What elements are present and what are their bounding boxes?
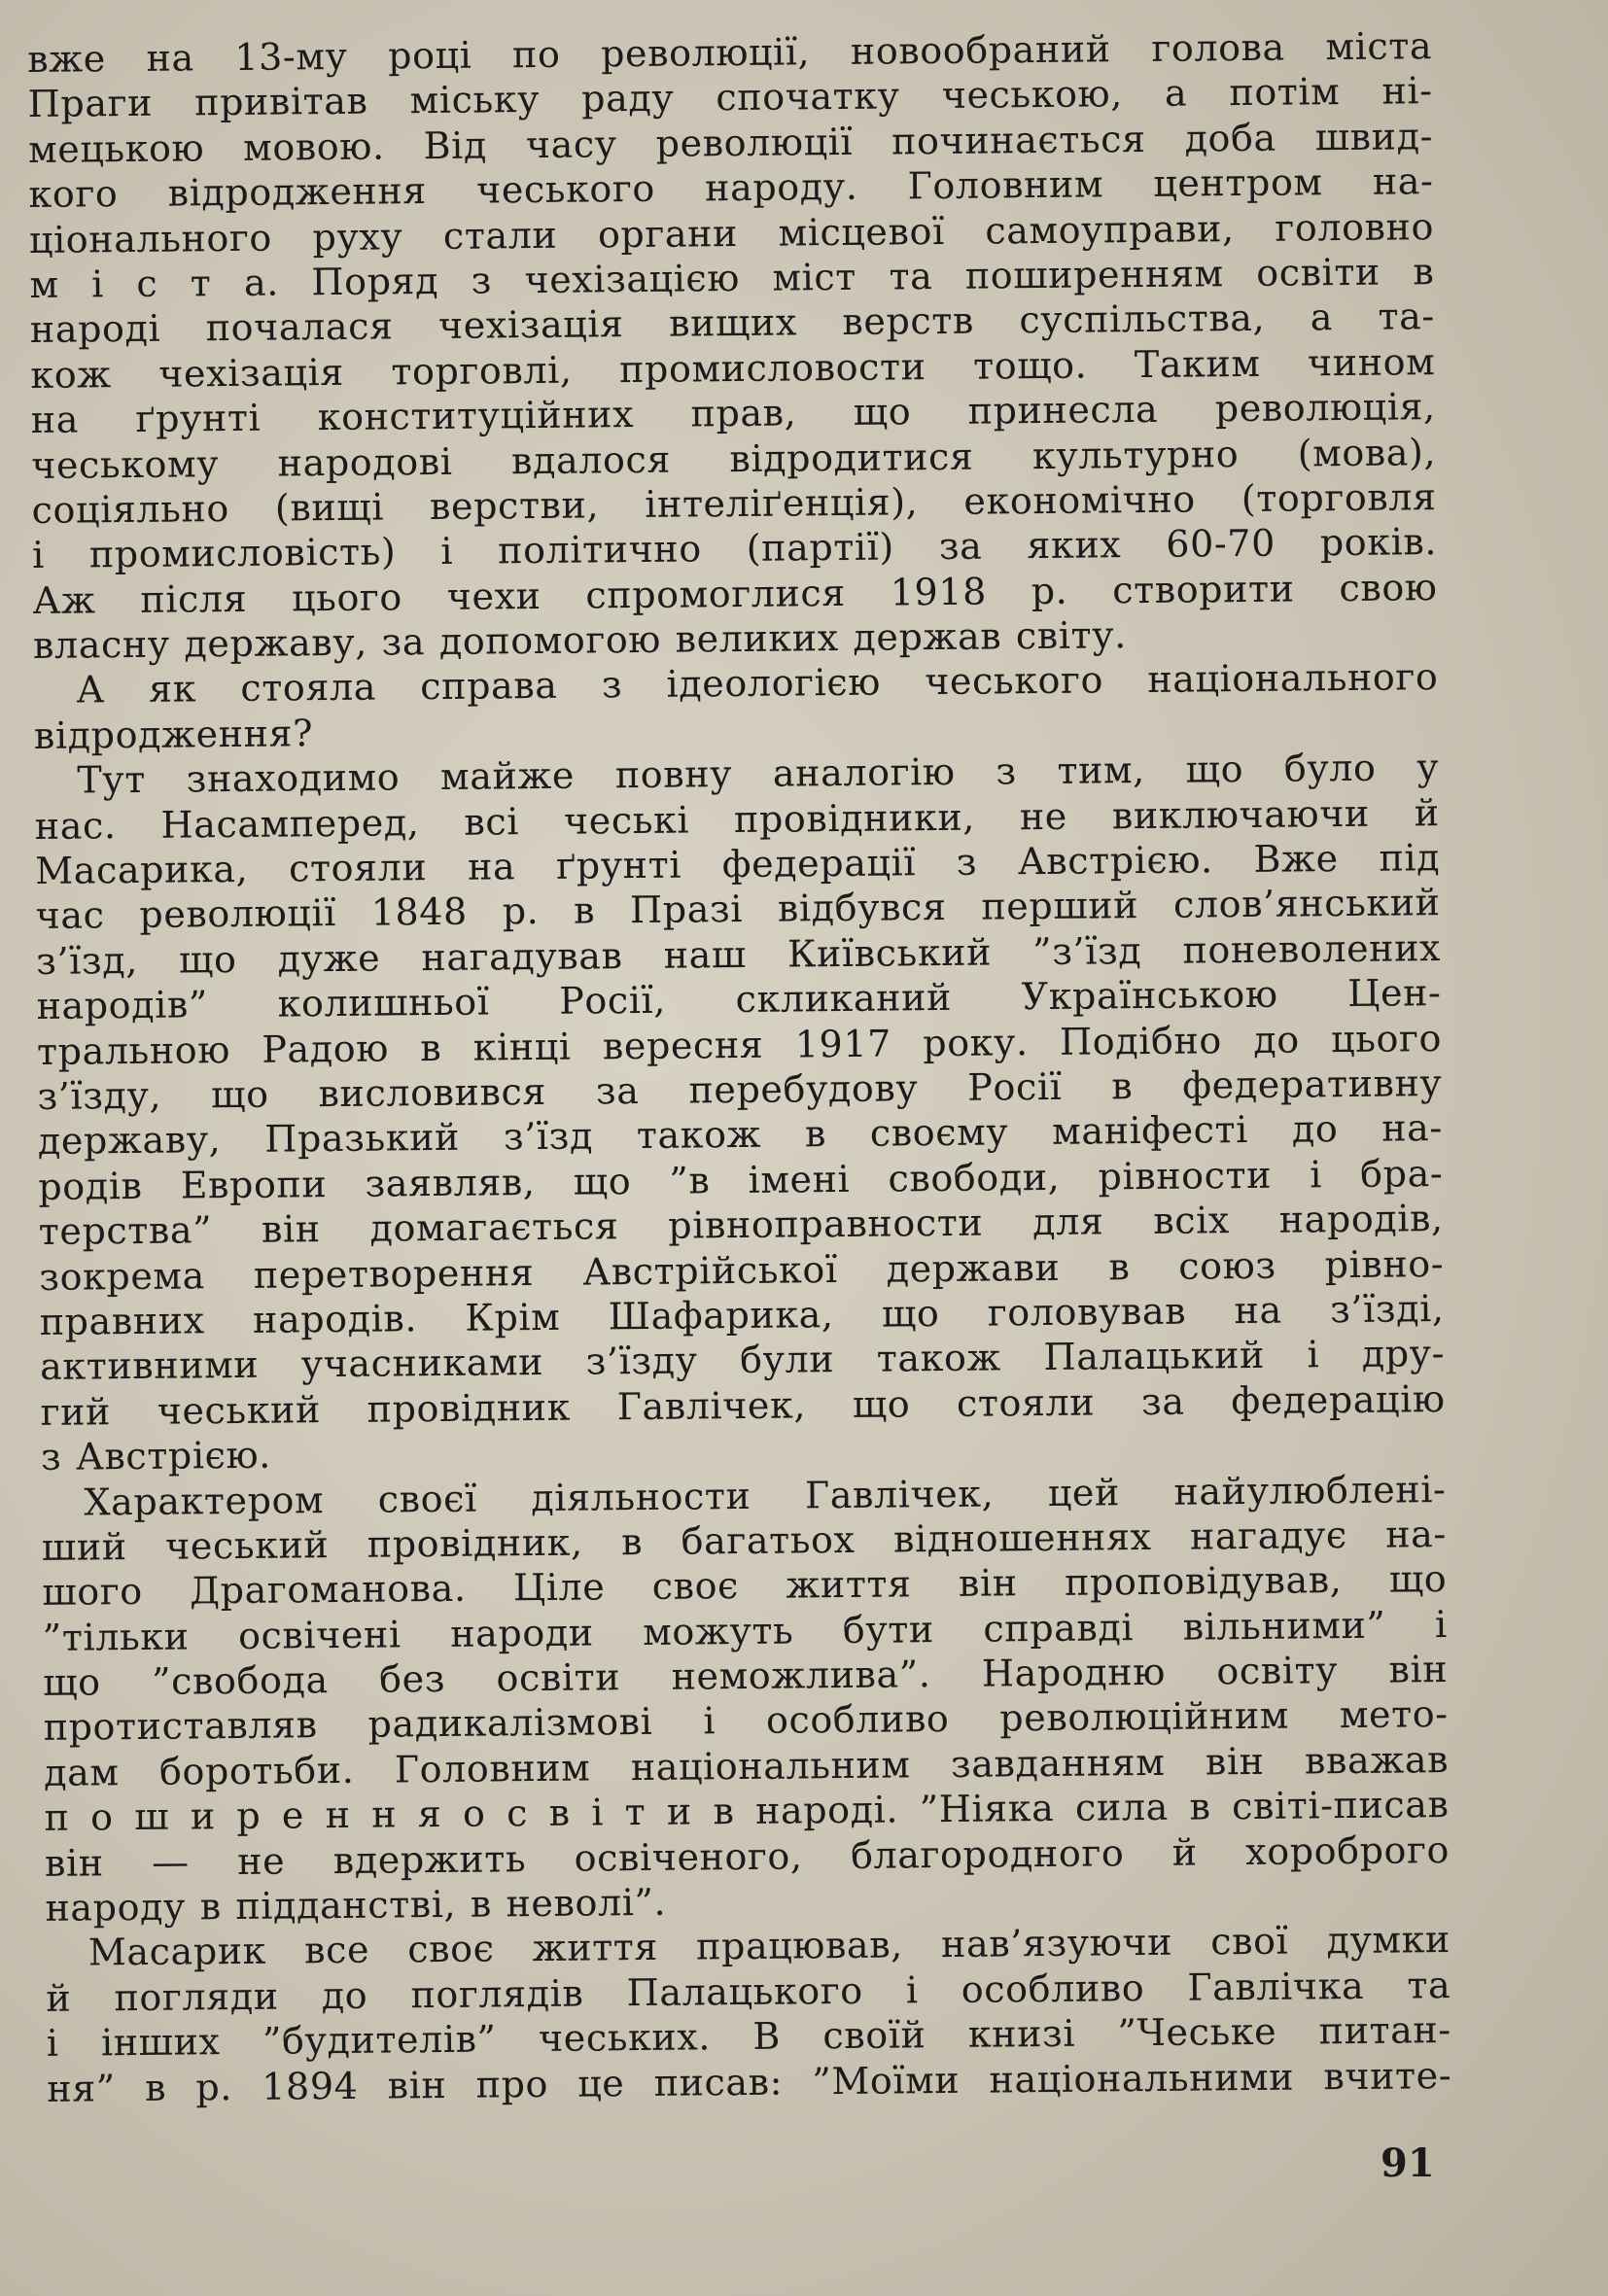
text-line: з’їзду, що висловився за перебудову Росії в федеративну [37,1061,1443,1118]
text-line: що ”свобода без освіти неможлива”. Народню освіту він [43,1648,1449,1704]
text-line: гий чеський провідник Гавлічек, що стояли за федерацію [40,1376,1446,1434]
text-line: Масарика, стояли на ґрунті федерації з Австрією. Вже під [35,836,1441,892]
text-line: і інших ”будителів” чеських. В своїй книзі ”Чеське питан- [46,2008,1451,2066]
text-line: на ґрунті конституційних прав, що принесла революція, [30,385,1436,442]
text-line: родів Европи заявляв, що ”в імені свободи, рівности і бра- [38,1151,1444,1208]
text-line: правних народів. Крім Шафарика, що головував на з’їзді, [39,1287,1445,1343]
text-line: тральною Радою в кінці вересня 1917 року. Подібно до цього [36,1016,1443,1073]
text-line: дам боротьби. Головним національним завданням він вважав [43,1737,1450,1794]
text-line: він — не вдержить освіченого, благородного й хороброго [44,1827,1451,1885]
text-line: народі почалася чехізація вищих верств суспільства, а та- [29,295,1436,352]
text-line: кож чехізація торговлі, промисловости тощо. Таким чином [30,339,1436,397]
text-line: активними учасниками з’їзду були також Палацький і дру- [39,1332,1446,1389]
body-text [27,23,1451,2111]
page-number: 91 [1381,2140,1435,2186]
text-line: шого Драгоманова. Ціле своє життя він проповідував, що [42,1557,1448,1615]
text-line: державу, Празький з’їзд також в своєму маніфесті до на- [37,1106,1444,1164]
text-line: Характером своєї діяльности Гавлічек, цей найулюблені- [84,1467,1447,1524]
text-line: ціонального руху стали органи місцевої самоуправи, головно [28,204,1435,261]
text-line: народів” колишньої Росії, скликаний Українською Цен- [36,971,1442,1028]
text-line: зокрема перетворення Австрійської держави в союз рівно- [39,1241,1445,1299]
text-line: вже на 13-му році по революції, новообраний голова міста [27,24,1433,81]
text-line: народу в підданстві, в неволі”. [45,1880,667,1930]
text-line: нас. Насамперед, всі чеські провідники, не виключаючи й [34,790,1440,848]
text-line: з Австрією. [40,1433,272,1479]
text-line: й погляди до поглядів Палацького і особливо Гавлічка та [46,1963,1451,2020]
text-line: м і с т а. Поряд з чехізацією міст та поширенням освіти в [29,250,1435,306]
text-line: час революції 1848 р. в Празі відбувся перший слов’янський [35,881,1441,938]
text-line: ”тільки освічені народи можуть бути справді вільними” і [42,1602,1448,1659]
text-line: соціяльно (вищі верстви, інтеліґенція), економічно (торговля [31,475,1437,532]
text-line: п о ш и р е н н я о с в і т и в народі. ”Ніяка сила в світі-писав [44,1783,1450,1840]
text-line: ня” в р. 1894 він про це писав: ”Моїми національними вчите- [47,2053,1452,2110]
text-line: Праги привітав міську раду спочатку чеською, а потім ні- [27,69,1433,126]
text-line: А як стояла справа з ідеологією чеського національного [76,655,1439,713]
text-line: Тут знаходимо майже повну аналогію з тим, що було у [77,746,1440,802]
text-line: терства” він домагається рівноправности для всіх народів, [38,1197,1444,1254]
text-line: кого відродження чеського народу. Головним центром на- [28,159,1434,217]
text-line: власну державу, за допомогою великих держав світу. [32,613,1127,668]
text-line: з’їзд, що дуже нагадував наш Київський ”з’їзд поневолених [35,925,1442,983]
text-line: протиставляв радикалізмові і особливо революційним мето- [43,1692,1449,1750]
text-line: чеському народові вдалося відродитися культурно (мова), [31,430,1437,487]
text-line: відродження? [33,712,314,757]
text-line: Масарик все своє життя працював, нав’язуючи свої думки [87,1918,1451,1974]
text-line: мецькою мовою. Від часу революції починається доба швид- [27,114,1434,171]
text-line: і промисловість) і політично (партії) за яких 60-70 років. [31,520,1438,577]
text-line: Аж після цього чехи спромоглися 1918 р. створити свою [32,565,1438,622]
text-line: ший чеський провідник, в багатьох відношеннях нагадує на- [41,1512,1448,1569]
